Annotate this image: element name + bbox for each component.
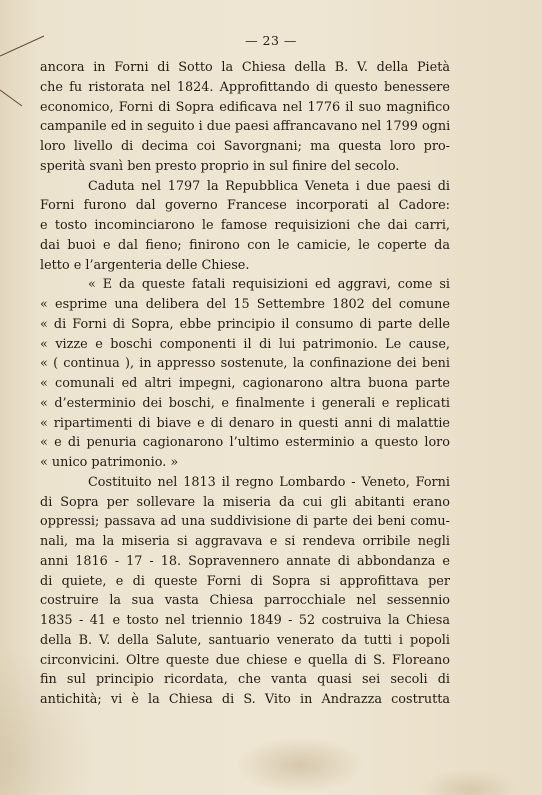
text-line: circonvicini. Oltre queste due chiese e quella di S. Floreano [40, 652, 450, 668]
text-line: « vizze e boschi componenti il di lui patrimonio. Le cause, [40, 336, 450, 352]
text-line: costruire la sua vasta Chiesa parrocchiale nel sessennio [40, 593, 450, 609]
text-line: « ripartimenti di biave e di denaro in questi anni di malattie [40, 415, 450, 431]
text-line: di Sopra per sollevare la miseria da cui gli abitanti erano [40, 494, 450, 510]
text-line: « unico patrimonio. » [40, 455, 179, 470]
text-line: « comunali ed altri impegni, cagionarono altra buona parte [40, 376, 450, 391]
text-line: e tosto incominciarono le famose requisizioni che dai carri, [40, 218, 450, 233]
text-line: che fu ristorata nel 1824. Approfittando di questo benessere [40, 79, 450, 95]
text-line: 1835 - 41 e tosto nel triennio 1849 - 52 costruiva la Chiesa [40, 613, 450, 628]
text-line: « ( continua ), in appresso sostenute, la confinazione dei beni [40, 356, 450, 372]
text-line: oppressi; passava ad una suddivisione di parte dei beni comu- [40, 514, 450, 530]
text-line: « di Forni di Sopra, ebbe principio il consumo di parte delle [40, 316, 450, 332]
text-line: « E da queste fatali requisizioni ed aggravi, come si [88, 277, 450, 293]
text-line: ancora in Forni di Sotto la Chiesa della B. V. della Pietà [40, 60, 450, 75]
text-line: letto e l’argenteria delle Chiese. [40, 257, 250, 273]
text-line: « e di penuria cagionarono l’ultimo esterminio a questo loro [40, 435, 450, 451]
text-line: anni 1816 - 17 - 18. Sopravennero annate di abbondanza e [40, 553, 450, 569]
text-line: della B. V. della Salute, santuario venerato da tutti i popoli [40, 632, 450, 648]
text-line: « d’esterminio dei boschi, e finalmente i generali e replicati [40, 395, 450, 411]
text-line: sperità svanì ben presto proprio in sul finire del secolo. [40, 158, 400, 174]
text-line: nali, ma la miseria si aggravava e si rendeva orribile negli [40, 534, 450, 549]
text-body [40, 58, 450, 710]
text-line: fin sul principio ricordata, che vanta quasi sei secoli di [40, 672, 450, 688]
text-line: economico, Forni di Sopra edificava nel 1776 il suo magnifico [40, 99, 450, 115]
text-line: di quiete, e di queste Forni di Sopra si approfittava per [40, 573, 450, 589]
text-line: Forni furono dal governo Francese incorporati al Cadore: [40, 198, 450, 214]
page-number: — 23 — [245, 33, 297, 48]
text-line: « esprime una delibera del 15 Settembre 1802 del comune [40, 297, 450, 312]
text-line: campanile ed in seguito i due paesi affrancavano nel 1799 ogni [40, 119, 451, 135]
text-line: antichità; vi è la Chiesa di S. Vito in Andrazza costrutta [40, 692, 450, 707]
text-line: Costituito nel 1813 il regno Lombardo - Veneto, Forni [88, 474, 450, 490]
text-line: loro livello di decima coi Savorgnani; ma questa loro pro- [40, 139, 450, 154]
text-line: Caduta nel 1797 la Repubblica Veneta i due paesi di [88, 178, 450, 194]
text-line: dai buoi e dal fieno; finirono con le camicie, le coperte da [40, 237, 450, 253]
